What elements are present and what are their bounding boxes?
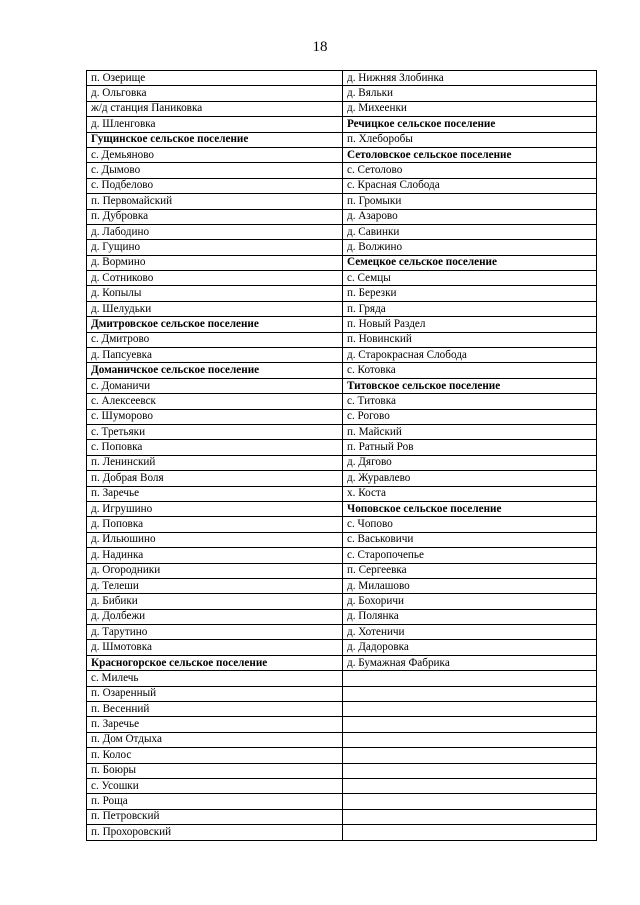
settlement-left-cell: с. Демьяново	[87, 147, 343, 162]
settlement-left-cell: д. Ольговка	[87, 86, 343, 101]
table-row	[87, 563, 597, 578]
settlement-left-cell: п. Колос	[87, 748, 343, 763]
settlement-left-cell: д. Поповка	[87, 517, 343, 532]
table-row	[87, 578, 597, 593]
table-row	[87, 271, 597, 286]
settlement-header-cell: Сетоловское сельское поселение	[343, 147, 597, 162]
table-row	[87, 301, 597, 316]
settlement-right-cell: д. Савинки	[343, 224, 597, 239]
table-row	[87, 440, 597, 455]
settlement-left-cell: п. Прохоровский	[87, 825, 343, 840]
settlement-right-cell: с. Котовка	[343, 363, 597, 378]
table-row	[87, 640, 597, 655]
settlement-left-cell: д. Надинка	[87, 548, 343, 563]
table-row	[87, 809, 597, 824]
settlement-right-cell: д. Милашово	[343, 578, 597, 593]
settlement-right-cell: п. Хлеборобы	[343, 132, 597, 147]
settlement-left-cell: с. Доманичи	[87, 378, 343, 393]
settlement-right-cell: п. Новинский	[343, 332, 597, 347]
settlement-right-cell: д. Волжино	[343, 240, 597, 255]
settlement-right-cell	[343, 732, 597, 747]
table-row	[87, 132, 597, 147]
settlement-right-cell: п. Сергеевка	[343, 563, 597, 578]
settlement-right-cell: д. Бохоричи	[343, 594, 597, 609]
settlement-left-cell: д. Телеши	[87, 578, 343, 593]
settlement-left-cell: д. Папсуевка	[87, 348, 343, 363]
settlement-left-cell: с. Милечь	[87, 671, 343, 686]
settlement-left-cell: д. Шленговка	[87, 117, 343, 132]
settlement-left-cell: п. Заречье	[87, 717, 343, 732]
settlement-left-cell: п. Озерище	[87, 71, 343, 86]
settlement-left-cell: п. Дубровка	[87, 209, 343, 224]
settlement-right-cell: с. Васьковичи	[343, 532, 597, 547]
table-row	[87, 471, 597, 486]
settlement-right-cell	[343, 702, 597, 717]
settlement-left-cell: п. Роща	[87, 794, 343, 809]
settlement-left-cell: п. Весенний	[87, 702, 343, 717]
settlement-header-cell: Доманичское сельское поселение	[87, 363, 343, 378]
settlement-header-cell: Чоповское сельское поселение	[343, 501, 597, 516]
table-row	[87, 286, 597, 301]
settlement-right-cell	[343, 809, 597, 824]
settlement-right-cell	[343, 794, 597, 809]
page-number: 18	[312, 39, 328, 55]
settlements-table-body	[87, 71, 597, 841]
settlement-right-cell: д. Нижняя Злобинка	[343, 71, 597, 86]
settlement-left-cell: д. Лабодино	[87, 224, 343, 239]
settlement-right-cell	[343, 825, 597, 840]
settlements-table	[86, 70, 597, 841]
settlement-right-cell: д. Бумажная Фабрика	[343, 655, 597, 670]
table-row	[87, 224, 597, 239]
table-row	[87, 332, 597, 347]
settlement-right-cell: с. Семцы	[343, 271, 597, 286]
settlement-left-cell: п. Добрая Воля	[87, 471, 343, 486]
settlement-left-cell: д. Тарутино	[87, 625, 343, 640]
settlement-right-cell: д. Азарово	[343, 209, 597, 224]
table-row	[87, 424, 597, 439]
settlement-header-cell: Речицкое сельское поселение	[343, 117, 597, 132]
settlement-right-cell: д. Вяльки	[343, 86, 597, 101]
settlement-left-cell: п. Дом Отдыха	[87, 732, 343, 747]
table-row	[87, 255, 597, 270]
settlement-left-cell: с. Дмитрово	[87, 332, 343, 347]
settlement-header-cell: Гущинское сельское поселение	[87, 132, 343, 147]
table-row	[87, 147, 597, 162]
table-row	[87, 686, 597, 701]
table-row	[87, 717, 597, 732]
settlement-right-cell: п. Громыки	[343, 194, 597, 209]
settlement-right-cell: с. Сетолово	[343, 163, 597, 178]
settlement-left-cell: д. Шмотовка	[87, 640, 343, 655]
table-row	[87, 778, 597, 793]
settlement-left-cell: с. Дымово	[87, 163, 343, 178]
table-row	[87, 378, 597, 393]
settlement-left-cell: д. Копылы	[87, 286, 343, 301]
settlement-right-cell: с. Титовка	[343, 394, 597, 409]
settlement-left-cell: д. Шелудьки	[87, 301, 343, 316]
table-row	[87, 455, 597, 470]
settlement-header-cell: Семецкое сельское поселение	[343, 255, 597, 270]
table-row	[87, 501, 597, 516]
settlement-left-cell: д. Сотниково	[87, 271, 343, 286]
settlement-right-cell	[343, 748, 597, 763]
settlement-right-cell: д. Дадоровка	[343, 640, 597, 655]
table-row	[87, 86, 597, 101]
settlement-left-cell: п. Боюры	[87, 763, 343, 778]
table-row	[87, 825, 597, 840]
settlement-header-cell: Дмитровское сельское поселение	[87, 317, 343, 332]
settlement-left-cell: п. Первомайский	[87, 194, 343, 209]
settlement-header-cell: Красногорское сельское поселение	[87, 655, 343, 670]
settlement-left-cell: с. Шуморово	[87, 409, 343, 424]
table-row	[87, 348, 597, 363]
settlement-left-cell: ж/д станция Паниковка	[87, 101, 343, 116]
settlement-left-cell: д. Вормино	[87, 255, 343, 270]
settlement-left-cell: п. Озаренный	[87, 686, 343, 701]
settlement-right-cell: с. Рогово	[343, 409, 597, 424]
settlement-left-cell: д. Бибики	[87, 594, 343, 609]
settlement-right-cell	[343, 763, 597, 778]
settlement-right-cell: д. Полянка	[343, 609, 597, 624]
settlement-left-cell: с. Алексеевск	[87, 394, 343, 409]
table-row	[87, 409, 597, 424]
settlement-right-cell: с. Старопочепье	[343, 548, 597, 563]
table-row	[87, 394, 597, 409]
settlement-right-cell: х. Коста	[343, 486, 597, 501]
table-row	[87, 625, 597, 640]
settlement-right-cell: п. Майский	[343, 424, 597, 439]
table-row	[87, 194, 597, 209]
table-row	[87, 763, 597, 778]
settlement-right-cell	[343, 717, 597, 732]
settlement-left-cell: п. Заречье	[87, 486, 343, 501]
settlement-left-cell: п. Петровский	[87, 809, 343, 824]
settlement-right-cell: д. Михеенки	[343, 101, 597, 116]
settlement-left-cell: д. Долбежи	[87, 609, 343, 624]
table-row	[87, 517, 597, 532]
settlement-right-cell: д. Хотеничи	[343, 625, 597, 640]
settlement-left-cell: п. Ленинский	[87, 455, 343, 470]
table-row	[87, 486, 597, 501]
settlement-right-cell: с. Чопово	[343, 517, 597, 532]
table-row	[87, 117, 597, 132]
table-row	[87, 748, 597, 763]
settlement-right-cell: с. Красная Слобода	[343, 178, 597, 193]
settlement-right-cell	[343, 686, 597, 701]
table-row	[87, 163, 597, 178]
table-row	[87, 732, 597, 747]
settlement-right-cell	[343, 671, 597, 686]
settlement-right-cell: п. Ратный Ров	[343, 440, 597, 455]
table-row	[87, 548, 597, 563]
table-row	[87, 363, 597, 378]
table-row	[87, 655, 597, 670]
settlement-left-cell: с. Поповка	[87, 440, 343, 455]
settlement-right-cell: д. Дягово	[343, 455, 597, 470]
settlement-right-cell	[343, 778, 597, 793]
settlement-right-cell: п. Гряда	[343, 301, 597, 316]
table-row	[87, 209, 597, 224]
table-row	[87, 794, 597, 809]
table-row	[87, 532, 597, 547]
settlement-left-cell: д. Ильюшино	[87, 532, 343, 547]
table-row	[87, 101, 597, 116]
settlement-right-cell: д. Старокрасная Слобода	[343, 348, 597, 363]
table-row	[87, 702, 597, 717]
settlement-right-cell: д. Журавлево	[343, 471, 597, 486]
settlement-left-cell: д. Гущино	[87, 240, 343, 255]
table-row	[87, 594, 597, 609]
settlement-left-cell: д. Огородники	[87, 563, 343, 578]
settlement-header-cell: Титовское сельское поселение	[343, 378, 597, 393]
table-row	[87, 609, 597, 624]
settlement-right-cell: п. Новый Раздел	[343, 317, 597, 332]
table-row	[87, 240, 597, 255]
settlement-left-cell: с. Третьяки	[87, 424, 343, 439]
settlement-right-cell: п. Березки	[343, 286, 597, 301]
table-row	[87, 178, 597, 193]
settlement-left-cell: с. Усошки	[87, 778, 343, 793]
settlement-left-cell: с. Подбелово	[87, 178, 343, 193]
settlement-left-cell: д. Игрушино	[87, 501, 343, 516]
table-row	[87, 317, 597, 332]
table-row	[87, 671, 597, 686]
table-row	[87, 71, 597, 86]
